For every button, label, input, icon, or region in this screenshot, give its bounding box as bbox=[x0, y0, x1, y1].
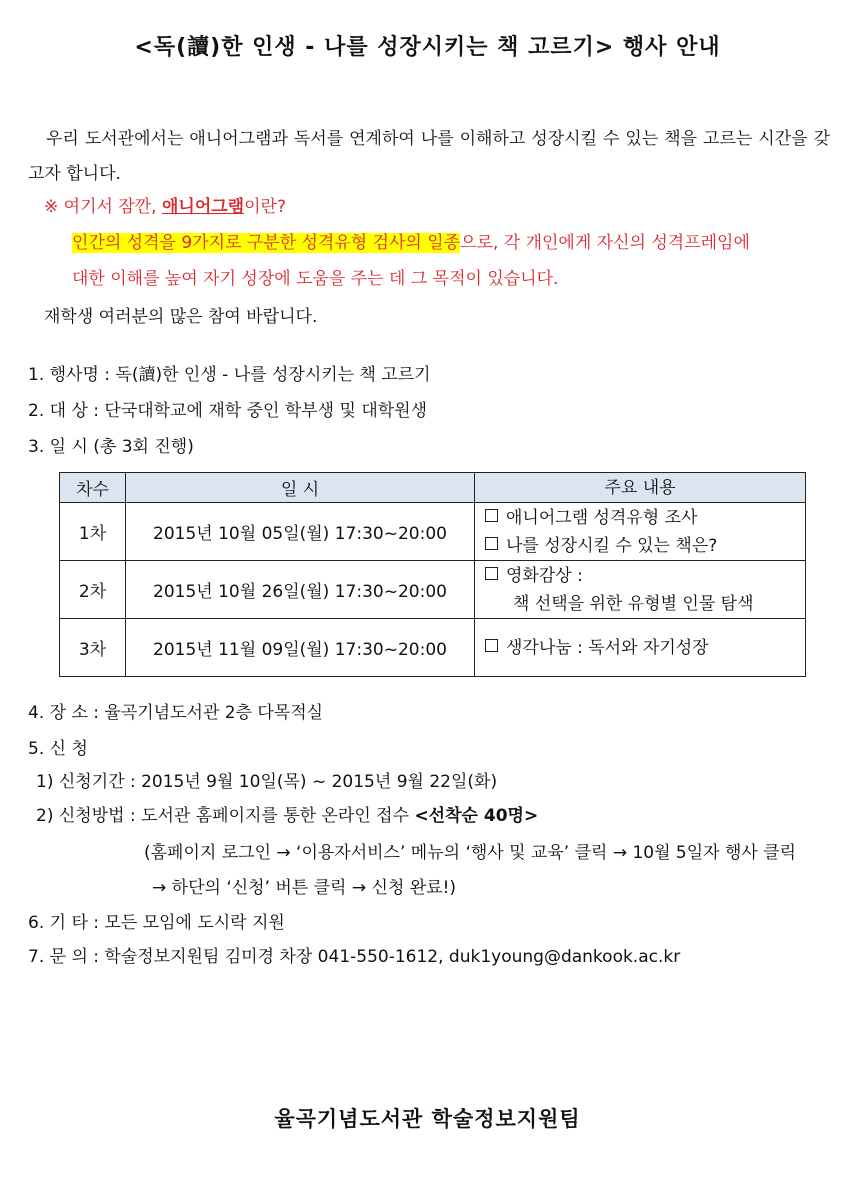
datetime-cell: 2015년 10월 05일(월) 17:30~20:00 bbox=[126, 503, 475, 561]
content-cell bbox=[475, 619, 806, 677]
content-line: 책 선택을 위한 유형별 인물 탐색 bbox=[513, 593, 754, 614]
header-round: 차수 bbox=[60, 473, 126, 503]
definition-line-1 bbox=[72, 231, 750, 255]
item-application: 5. 신 청 bbox=[28, 739, 88, 759]
enneagram-note bbox=[44, 195, 286, 219]
method-detail-2: → 하단의 ‘신청’ 버튼 클릭 → 신청 완료!) bbox=[152, 878, 457, 898]
content-line: 영화감상 : bbox=[506, 565, 583, 586]
checkbox-icon bbox=[485, 509, 498, 522]
item-location: 4. 장 소 : 율곡기념도서관 2층 다목적실 bbox=[28, 703, 324, 723]
round-cell: 1차 bbox=[60, 503, 126, 561]
content-cell bbox=[475, 561, 806, 619]
header-datetime: 일 시 bbox=[126, 473, 475, 503]
content-line: 생각나눔 : 독서와 자기성장 bbox=[506, 637, 709, 658]
definition-highlight: 인간의 성격을 9가지로 구분한 성격유형 검사의 일종 bbox=[72, 233, 461, 253]
method-detail-1: (홈페이지 로그인 → ‘이용자서비스’ 메뉴의 ‘행사 및 교육’ 클릭 → 10월 5일자 행사 클릭 bbox=[144, 843, 797, 863]
first-come-badge: <선착순 40명> bbox=[414, 806, 539, 826]
item-target: 2. 대 상 : 단국대학교에 재학 중인 학부생 및 대학원생 bbox=[28, 401, 428, 421]
table-row bbox=[60, 619, 806, 677]
item-contact: 7. 문 의 : 학술정보지원팀 김미경 차장 041-550-1612, duk1young@dankook.ac.kr bbox=[28, 947, 681, 967]
datetime-cell: 2015년 11월 09일(월) 17:30~20:00 bbox=[126, 619, 475, 677]
item-datetime: 3. 일 시 (총 3회 진행) bbox=[28, 437, 194, 457]
closing-text: 재학생 여러분의 많은 참여 바랍니다. bbox=[44, 307, 318, 327]
application-period: 1) 신청기간 : 2015년 9월 10일(목) ~ 2015년 9월 22일(화) bbox=[36, 772, 498, 792]
schedule-table bbox=[59, 472, 806, 677]
header-content: 주요 내용 bbox=[475, 473, 806, 503]
checkbox-icon bbox=[485, 567, 498, 580]
round-cell: 3차 bbox=[60, 619, 126, 677]
content-cell bbox=[475, 503, 806, 561]
method-text: 2) 신청방법 : 도서관 홈페이지를 통한 온라인 접수 bbox=[36, 806, 415, 826]
table-row bbox=[60, 503, 806, 561]
intro-paragraph: 우리 도서관에서는 애니어그램과 독서를 연계하여 나를 이해하고 성장시킬 수 있는 책을 고르는 시간을 갖고자 합니다. bbox=[28, 129, 830, 184]
table-header-row bbox=[60, 473, 806, 503]
definition-rest: 으로, 각 개인에게 자신의 성격프레임에 bbox=[460, 233, 750, 253]
round-cell: 2차 bbox=[60, 561, 126, 619]
datetime-cell: 2015년 10월 26일(월) 17:30~20:00 bbox=[126, 561, 475, 619]
note-prefix: ※ 여기서 잠깐, bbox=[44, 197, 162, 217]
page-title: <독(讀)한 인생 - 나를 성장시키는 책 고르기> 행사 안내 bbox=[134, 35, 721, 60]
content-line: 나를 성장시킬 수 있는 책은? bbox=[506, 535, 718, 556]
definition-line-2: 대한 이해를 높여 자기 성장에 도움을 주는 데 그 목적이 있습니다. bbox=[72, 269, 559, 289]
note-term: 애니어그램 bbox=[161, 197, 245, 217]
content-line: 애니어그램 성격유형 조사 bbox=[506, 507, 698, 528]
checkbox-icon bbox=[485, 537, 498, 550]
checkbox-icon bbox=[485, 639, 498, 652]
item-event-name: 1. 행사명 : 독(讀)한 인생 - 나를 성장시키는 책 고르기 bbox=[28, 365, 431, 385]
note-suffix: 이란? bbox=[244, 197, 286, 217]
footer-org: 율곡기념도서관 학술정보지원팀 bbox=[274, 1107, 581, 1131]
application-method bbox=[36, 801, 538, 826]
table-row bbox=[60, 561, 806, 619]
item-etc: 6. 기 타 : 모든 모임에 도시락 지원 bbox=[28, 913, 285, 933]
